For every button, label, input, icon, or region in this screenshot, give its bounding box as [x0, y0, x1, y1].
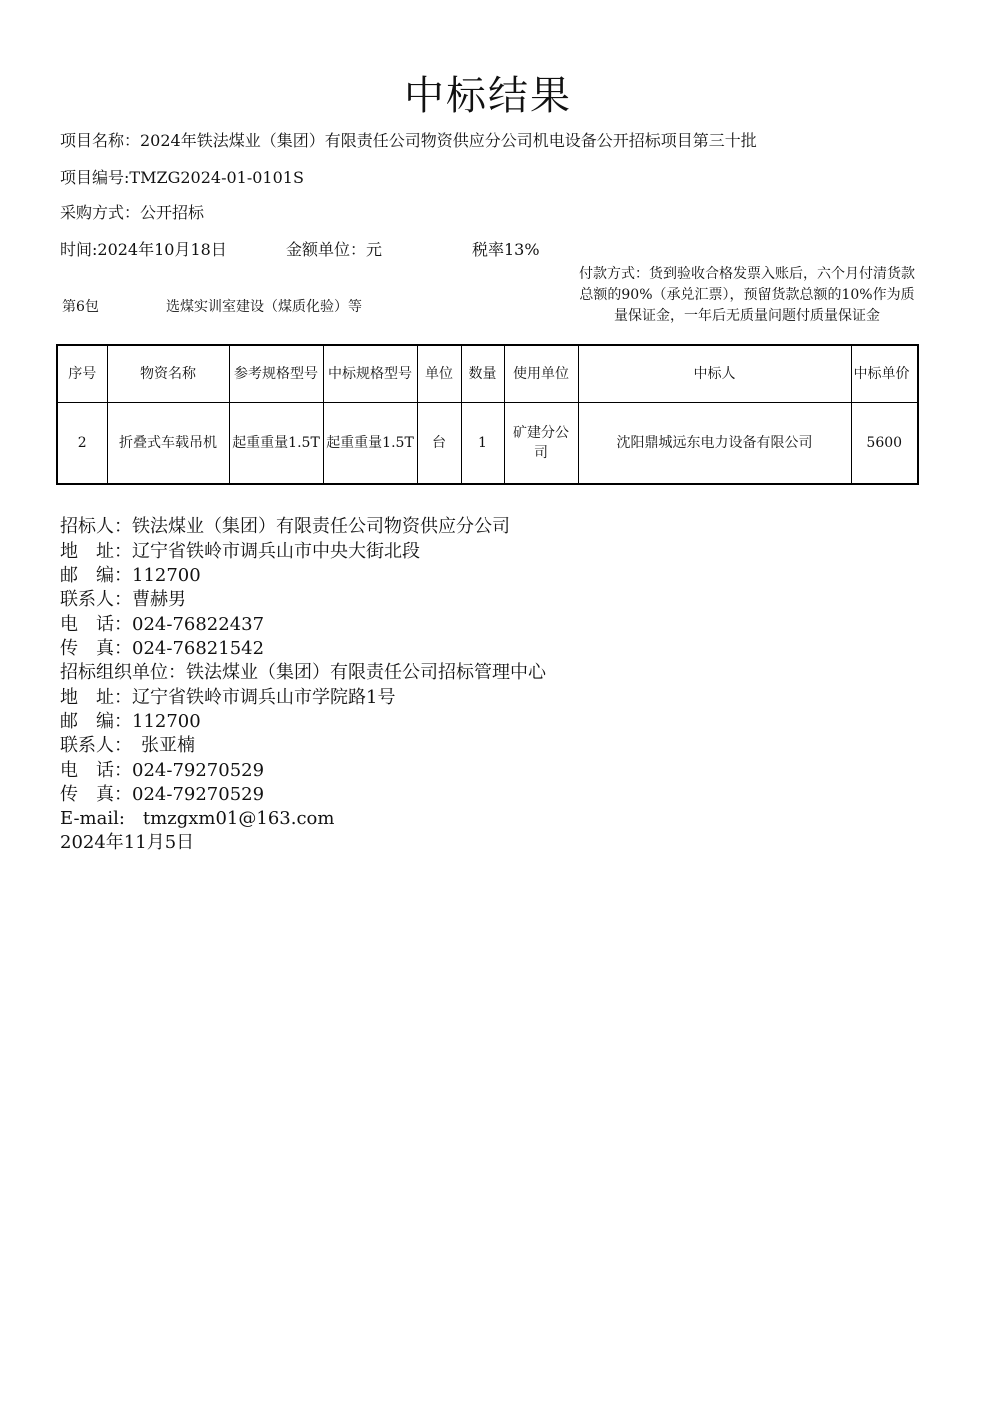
header-winning-spec: 中标规格型号: [323, 345, 417, 403]
agency-email: E-mail: tmzgxm01@163.com: [60, 808, 335, 829]
header-winner: 中标人: [578, 345, 851, 403]
package-number: 第6包: [62, 299, 99, 315]
package-description: 选煤实训室建设（煤质化验）等: [166, 299, 362, 315]
amount-unit: 金额单位：元: [286, 240, 383, 259]
cell-unit-price: 5600: [851, 403, 918, 485]
tax-rate: 税率13%: [472, 240, 540, 259]
tenderer-address: 地 址：辽宁省铁岭市调兵山市中央大街北段: [60, 541, 420, 562]
header-material-name: 物资名称: [107, 345, 229, 403]
publish-date: 2024年11月5日: [60, 832, 195, 853]
table-row: [57, 403, 918, 485]
agency-address: 地 址：辽宁省铁岭市调兵山市学院路1号: [60, 687, 396, 708]
tenderer-fax: 传 真：024-76821542: [60, 638, 265, 659]
header-quantity: 数量: [461, 345, 504, 403]
cell-index: 2: [57, 403, 107, 485]
project-name: 项目名称：2024年铁法煤业（集团）有限责任公司物资供应分公司机电设备公开招标项目第三十批: [60, 131, 757, 150]
agency-contact: 联系人： 张亚楠: [60, 735, 195, 756]
agency-postcode: 邮 编：112700: [60, 711, 201, 732]
project-number: 项目编号:TMZG2024-01-0101S: [60, 168, 304, 187]
agency-fax: 传 真：024-79270529: [60, 784, 265, 805]
cell-user-unit: 矿建分公司: [504, 403, 578, 485]
table-header-row: [57, 345, 918, 403]
procurement-method: 采购方式：公开招标: [60, 203, 205, 222]
cell-reference-spec: 起重重量1.5T: [229, 403, 323, 485]
header-unit: 单位: [417, 345, 461, 403]
header-user-unit: 使用单位: [504, 345, 578, 403]
page-title: 中标结果: [404, 73, 572, 119]
payment-terms: 付款方式：货到验收合格发票入账后，六个月付清货款总额的90%（承兑汇票），预留货款总额的10%作为质量保证金，一年后无质量问题付质量保证金: [579, 266, 915, 324]
tenderer-postcode: 邮 编：112700: [60, 565, 201, 586]
header-unit-price: 中标单价: [851, 345, 918, 403]
cell-winner: 沈阳鼎城远东电力设备有限公司: [578, 403, 851, 485]
tenderer: 招标人：铁法煤业（集团）有限责任公司物资供应分公司: [60, 516, 510, 537]
agency: 招标组织单位：铁法煤业（集团）有限责任公司招标管理中心: [60, 662, 546, 683]
award-table: [56, 344, 919, 485]
cell-material-name: 折叠式车载吊机: [107, 403, 229, 485]
header-reference-spec: 参考规格型号: [229, 345, 323, 403]
cell-unit: 台: [417, 403, 461, 485]
agency-phone: 电 话：024-79270529: [60, 760, 265, 781]
cell-quantity: 1: [461, 403, 504, 485]
tenderer-contact: 联系人：曹赫男: [60, 589, 186, 610]
header-index: 序号: [57, 345, 107, 403]
tenderer-phone: 电 话：024-76822437: [60, 614, 265, 635]
announcement-time: 时间:2024年10月18日: [60, 240, 227, 259]
cell-winning-spec: 起重重量1.5T: [323, 403, 417, 485]
